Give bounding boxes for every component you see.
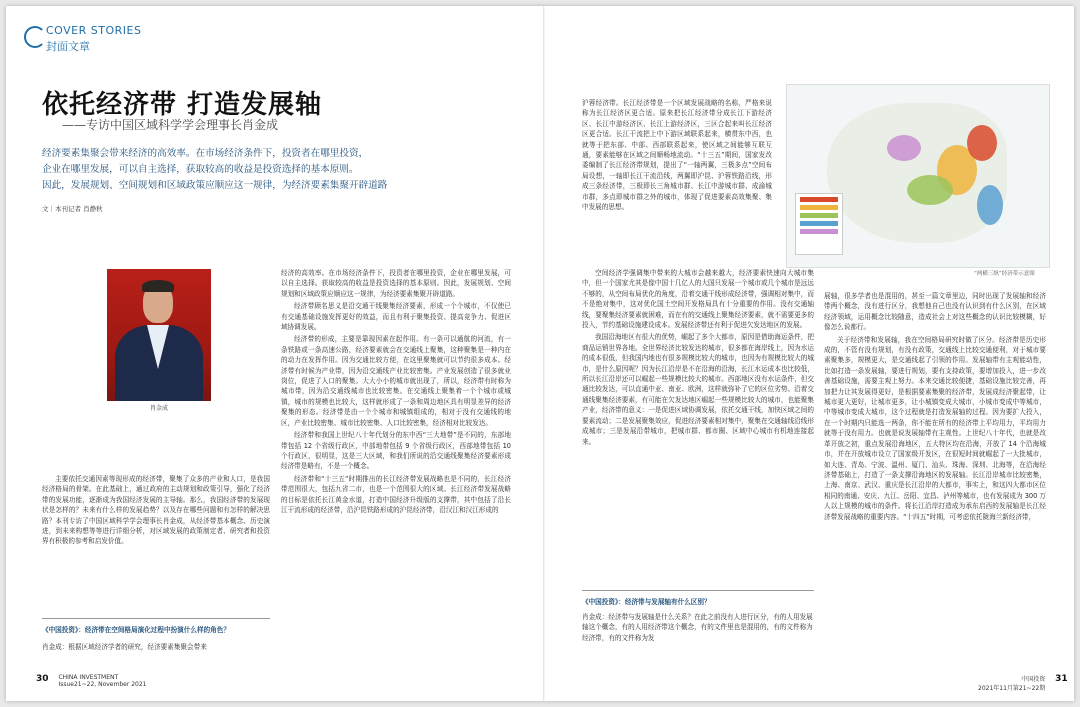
- paragraph: 关于经济带和发展轴，我在空间格局研究时做了区分。经济带是历史形成的，不管有没有规划，有没有政策，交通线上比较交通便利，对于城市要素聚集多，规模更大，是交通线起了引领的作用。发展轴带有主观能动性，比如打造一条发展轴，要进行规划，要有支持政策，要增加投入，进一步改善基础设施，需要主观上努力。本来交通比较便捷，基础设施比较完善，再加把力让其发展得更好，是根据要素集聚的经济带，发展成经济聚起带，让城市更大更好，让城市更多，让小城镇变成大城市，小城市变成中等城市，中等城市变成大城市，这个过程就是打造发展轴的过程。因为要扩大投入，在一个时期内只能选一两条，你不能在所有的经济带上平均用力，平均用力就等于没有用力。也就是说发展轴带有主观性。上世纪八十年代，也就是改革开放之初，重点发展沿海地区，五大特区均在沿海，开放了 14 个沿海城市，并在开放城市设立了国家级开发区，在很短时间就崛起了一大批城市，如大连、青岛、宁波、温州、厦门、汕头、珠海、深圳、北海等，在沿海经济带基础上，打造了一条支撑沿海地区的发展轴。长江沿岸城市比较密集，上海、南京、武汉、重庆是长江沿岸的大都市，事实上，和这四大都市区位相同的南通、安庆、九江、岳阳、宜昌、泸州等城市，也有发展成为 300 万人以上规模的城市的条件。将长江沿岸打造成为承东启西的发展轴是长江经济带发展战略的重要内容。“十四五”时期，可考虑依托陇海兰新经济带，: [824, 335, 1046, 521]
- deck-line: 因此，发展规划、空间规划和区域政策应顺应这一规律，为经济要素集聚开辟道路: [42, 180, 388, 191]
- deck-line: 经济要素集聚会带来经济的高效率。在市场经济条件下，投资者在哪里投资，: [42, 148, 369, 159]
- map-legend: [795, 193, 843, 255]
- magazine-spread: [6, 6, 1074, 701]
- question-2: 《中国投资》：经济带与发展轴有什么区别？: [582, 598, 711, 606]
- deck-line: 企业在哪里发展，可以自主选择，获取较高的收益是投资选择的基本原则。: [42, 164, 359, 175]
- paragraph: 经济的高效率。在市场经济条件下，投资者在哪里投资，企业在哪里发展，可以自主选择。获取较高的收益是投资选择的基本原则。因此，发展规划、空间规划和区域政策应顺应这一规律，为经济要素集聚开辟道路。: [281, 269, 511, 298]
- page-number-right: 31: [1055, 674, 1068, 684]
- article-deck: [42, 146, 472, 194]
- paragraph: 经济带的形成，主要是靠现因素在起作用。有一条可以通航的河流，有一条铁路或一条高速公路，经济要素就会在交通线上聚集，这种聚集是一种内在的动力在发挥作用。因为交通比较方便，在这里聚集就可以节约很多成本。经济带有时候为产业带，因为沿交通线产业比较密集。产业发展创造了很多就业岗位，促进了人口的聚集。大大小小的城市就出现了，所以，经济带有时称为城市带，因为沿交通线城市也比较密集。在交通线上聚集着一个个城市或城镇，城市的规模也比较大，这样就形成了一条和周边地区具有明显差异的经济聚集的形态。经济带是由一个个城市和城镇组成的，相对于没有交通线的地区，产业比较密集、城市比较密集、人口比较密集，经济相对比较发达。: [281, 335, 511, 427]
- section-label: [46, 24, 141, 54]
- map-region: [967, 125, 997, 161]
- column-3-bottom: [582, 268, 814, 449]
- paragraph: 沪蓉经济带。长江经济带是一个区域发展战略的名称，严格来说称为长江经济区更合适。原来把长江经济带分成长江下游经济区、长江中游经济区、长江上游经济区，三区合起来叫长江经济区更合适。长江干流把上中下游区域联系起来，横贯东中西，也就等于把东部、中部、西部联系起来，使区域之间能够互联互通，要素能够在区域之间顺畅地流动。“十三五”期间，国家发改委编制了长江经济带规划，提出了“一轴两翼，三极多点”空间布局设想，一轴即长江干流沿线，两翼即沪昆、沪蓉铁路沿线，形成三条经济带，三极即长三角城市群、长江中游城市群、成渝城市群，多点即城市群之外的城市，体现了促进要素高效集聚、集中发展的思想。: [582, 99, 772, 212]
- section-logo-icon: [24, 26, 46, 48]
- legend-swatch: [800, 205, 838, 210]
- question-1: 《中国投资》：经济带在空间格局演化过程中扮演什么样的角色？: [42, 626, 230, 634]
- map-caption: “两横三纵”经济带示意图: [974, 271, 1035, 277]
- column-3-top: [582, 98, 772, 214]
- paragraph: 经济带和“十三五”时期推出的长江经济带发展战略也是不同的，长江经济带范围很大，包括九省二市，也是一个范围很大的区域。长江经济带发展战略的目标是依托长江黄金水道，打造中国经济升级版的支撑带，其中包括了沿长江干流形成的经济带，沿沪昆铁路形成的沪昆经济带，沿汉江和汉江形成的: [281, 474, 511, 514]
- legend-swatch: [800, 229, 838, 234]
- footer-left: [36, 674, 146, 688]
- map-region: [907, 175, 953, 205]
- footer-mag-en: CHINA INVESTMENT: [58, 674, 119, 681]
- paragraph: 展轴，很多学者也是混用的，甚至一篇文章里边，同时出现了发展轴和经济带两个概念，没有进行区分，我想他自己也没有认识到有什么区别，在区域经济领域，运用概念比较随意，造成社会上对这些概念的认识比较模糊，好像怎么说都行。: [824, 292, 1046, 332]
- article-title: 依托经济带 打造发展轴: [42, 90, 323, 120]
- column-2: [281, 268, 511, 517]
- column-4: [824, 291, 1046, 524]
- answer-1-start: 肖金成：根据区域经济学者的研究，经济要素集聚会带来: [42, 643, 207, 651]
- qa-divider: [42, 618, 270, 619]
- article-subtitle: ——专访中国区域科学学会理事长肖金成: [62, 118, 279, 132]
- section-label-cn: 封面文章: [46, 40, 90, 53]
- legend-swatch: [800, 221, 838, 226]
- answer-2-start: 肖金成：经济带与发展轴是什么关系？在此之前没有人进行区分，有的人用发展轴这个概念，有的人用经济带这个概念，有的文件里也是混用的，有的文件称为经济带，有的文件称为发: [582, 613, 813, 642]
- page-gutter: [543, 6, 545, 701]
- map-landmass: [827, 103, 1007, 243]
- legend-swatch: [800, 213, 838, 218]
- photo-caption: 肖金成: [149, 405, 168, 412]
- paragraph: 我国沿海地区有很大的优势，崛起了多个大都市，原因是借助海运条件，把商品运销世界各地。全世界经济比较发达的城市，很多都在海岸线上，因为水运的成本很低，但我国内地也有很多规模比较大的城市，也因为有规模比较大的城市，是什么原因呢？因为长江沿岸是不在沿海的沿海，长江水运成本也比较低，所以长江沿岸还可以崛起一些规模比较大的城市。西部地区没有水运条件，但交通比较发达，可以直通中亚、南亚、欧洲，这样就弥补了它的区位劣势。沿着交通线聚集经济要素，有可能在欠发达地区崛起一些规模比较大的城市，也能聚集产业，经济带的意义：一是促进区域协调发展，依托交通干线，加快区域之间的要素流动；二是发展聚集效应，促进经济要素相对集中，聚集在交通轴线沿线形成城市；三是发展沿带城市，把城市群、都市圈、区域中心城市有机地连接起来。: [582, 333, 814, 446]
- legend-swatch: [800, 197, 838, 202]
- column-1: [42, 474, 270, 549]
- economic-belt-map: [786, 84, 1050, 268]
- portrait-hair: [142, 280, 174, 292]
- footer-issue-cn: 2021年11月第21~22期: [978, 685, 1046, 692]
- qa-divider: [582, 590, 814, 591]
- paragraph: 经济带顾名思义是沿交通干线聚集经济要素，形成一个个城市，不仅使已有交通基础设施发挥更好的效益，而且有利于聚集投资、提高竞争力、促进区域协调发展。: [281, 302, 511, 332]
- byline: 文｜本刊记者 肖静秋: [42, 205, 103, 213]
- section-label-en: COVER STORIES: [46, 24, 142, 37]
- portrait-photo: [107, 269, 211, 401]
- paragraph: 主要依托交通因素等现形成的经济带，聚集了众多的产业和人口，是我国经济格局的骨架。在此基础上，通过政府的主动规划和政策引导，强化了经济带的发展功能，逐渐成为我国经济发展的主导轴。那么，我国经济带的发展现状是怎样的？未来有什么样的发展趋势？以及存在哪些问题和有怎样的解决思路？本刊专访了中国区域科学学会理事长肖金成，从经济带基本概念、历史演进，到未来构想等等进行详细分析，对区域发展的政策制定者、研究者和投资界有积极的参考和启发价值。: [42, 475, 270, 546]
- paragraph: 经济带和我国上世纪八十年代划分的东中西“三大地带”是不同的，东部地带包括 12 个省级行政区，中部地带包括 9 个省级行政区，西部地带包括 10 个行政区，很明显，这是三大区域，和我们所说的沿交通线聚集经济要素形成经济带是略有，不是一个概念。: [281, 431, 511, 471]
- map-region: [887, 135, 921, 161]
- paragraph: 空间经济学强调集中带来的大城市会越来越大，经济要素快速向大城市集中，但一个国家尤其是像中国十几亿人的大国只发展一个城市或几个城市是远远不够的，从空间布局优化的角度，沿着交通干线形成经济带，强调相对集中，而不是绝对集中，这对优化国土空间开发格局具有十分重要的作用。没有交通轴线，要聚集经济要素就困难，而在有的交通线上聚集经济要素，就不需要更多的投入，节约基础设施建设成本。发展经济带还有利于促进欠发达地区的发展。: [582, 269, 814, 330]
- footer-issue-en: Issue21~22, November 2021: [58, 681, 147, 688]
- footer-right: [978, 674, 1068, 692]
- footer-mag-cn: 中国投资: [1021, 676, 1046, 683]
- map-region: [977, 185, 1003, 225]
- page-number-left: 30: [36, 674, 49, 684]
